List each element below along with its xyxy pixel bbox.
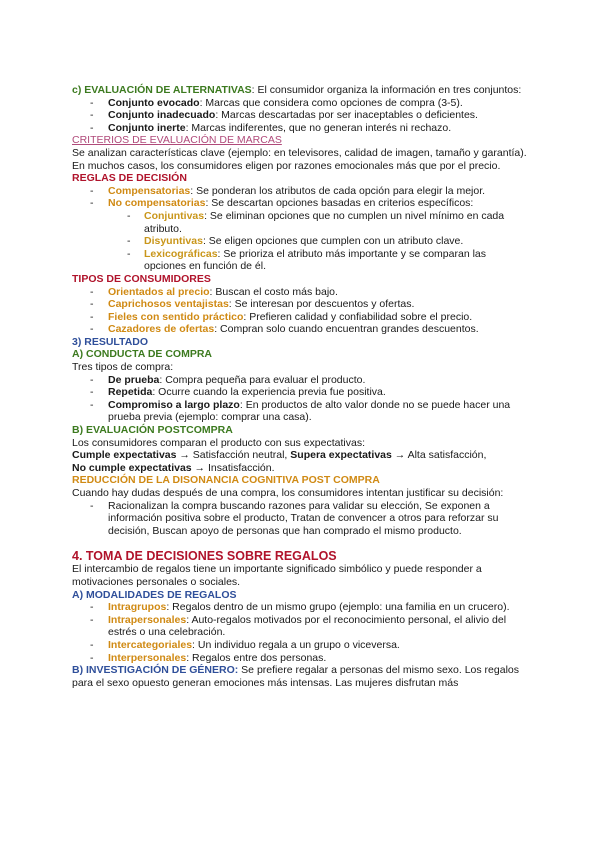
list-item: - Intrapersonales: Auto-regalos motivados por el reconocimiento personal, el alivio del estrés o una celebración.	[72, 614, 528, 639]
regalos-title: 4. TOMA DE DECISIONES SOBRE REGALOS	[72, 549, 337, 564]
conducta-intro: Tres tipos de compra:	[72, 361, 174, 374]
sub-list-item: - Conjuntivas: Se eliminan opciones que no cumplen un nivel mínimo en cada atributo.	[72, 210, 528, 235]
list-item: - Compromiso a largo plazo: En productos de alto valor donde no se puede hacer una prueba previa (ejemplo: comprar una casa).	[72, 399, 528, 424]
conducta-title: A) CONDUCTA DE COMPRA	[72, 348, 212, 361]
list-item: - Caprichosos ventajistas: Se interesan por descuentos y ofertas.	[72, 298, 528, 311]
conjuntos-list	[72, 97, 528, 135]
list-item: - Cazadores de ofertas: Compran solo cuando encuentran grandes descuentos.	[72, 323, 528, 336]
reglas-list	[72, 185, 528, 273]
resultado-title: 3) RESULTADO	[72, 335, 149, 348]
list-item: - Repetida: Ocurre cuando la experiencia previa fue positiva.	[72, 386, 528, 399]
disonancia-title: REDUCCIÓN DE LA DISONANCIA COGNITIVA POST COMPRA	[72, 474, 380, 487]
tipos-title: TIPOS DE CONSUMIDORES	[72, 272, 211, 285]
list-item: - Fieles con sentido práctico: Prefieren calidad y confiabilidad sobre el precio.	[72, 311, 528, 324]
tipos-list	[72, 286, 528, 336]
disonancia-intro: Cuando hay dudas después de una compra, los consumidores intentan justificar su decisión:	[72, 487, 504, 499]
list-item: - Racionalizan la compra buscando razones para validar su elección, Se exponen a información positiva sobre el producto, Tratan de convencer a otros para reforzar su decisión, Buscan apoyo de personas que han comprado el mismo producto.	[72, 500, 528, 538]
genero-paragraph: B) INVESTIGACIÓN DE GÉNERO: Se prefiere regalar a personas del mismo sexo. Los regalos para el sexo opuesto generan emociones más intensas. Las mujeres disfrutan más	[72, 664, 519, 689]
list-item: - Orientados al precio: Buscan el costo más bajo.	[72, 286, 528, 299]
sub-list-item: - Disyuntivas: Se eligen opciones que cumplen con un atributo clave.	[72, 235, 528, 248]
criterios-title: CRITERIOS DE EVALUACIÓN DE MARCAS	[72, 134, 282, 147]
list-item: - No compensatorias: Se descartan opciones basadas en criterios específicos:	[72, 197, 528, 210]
list-item: - Compensatorias: Se ponderan los atributos de cada opción para elegir la mejor.	[72, 185, 528, 198]
modalidades-title: A) MODALIDADES DE REGALOS	[72, 588, 237, 601]
postcompra-intro: Los consumidores comparan el producto con sus expectativas:	[72, 436, 365, 449]
section-c-intro: c) EVALUACIÓN DE ALTERNATIVAS: El consumidor organiza la información en tres conjuntos:	[72, 84, 522, 96]
genero-title: B) INVESTIGACIÓN DE GÉNERO:	[72, 664, 239, 677]
regalos-intro: El intercambio de regalos tiene un importante significado simbólico y puede responder a motivaciones personales o sociales.	[72, 563, 482, 588]
list-item: - Conjunto inadecuado: Marcas descartadas por ser inaceptables o deficientes.	[72, 109, 528, 122]
document-page	[72, 84, 528, 689]
postcompra-line2: No cumple expectativas → Insatisfacción.	[72, 461, 275, 474]
section-c-title: c) EVALUACIÓN DE ALTERNATIVAS	[72, 84, 252, 96]
modalidades-list	[72, 601, 528, 664]
list-item: - De prueba: Compra pequeña para evaluar el producto.	[72, 374, 528, 387]
list-item: - Conjunto evocado: Marcas que considera como opciones de compra (3-5).	[72, 97, 528, 110]
disonancia-list	[72, 500, 528, 538]
postcompra-title: B) EVALUACIÓN POSTCOMPRA	[72, 424, 233, 437]
list-item: - Interpersonales: Regalos entre dos personas.	[72, 652, 528, 665]
criterios-text: Se analizan características clave (ejemplo: en televisores, calidad de imagen, tamaño y garantía). En muchos casos, los consumidores eligen por razones emocionales más que por el precio.	[72, 146, 527, 172]
sub-list-item: - Lexicográficas: Se prioriza el atributo más importante y se comparan las opciones en función de él.	[72, 248, 528, 273]
postcompra-line1: Cumple expectativas → Satisfacción neutral, Supera expectativas → Alta satisfacción,	[72, 449, 487, 462]
list-item: - Conjunto inerte: Marcas indiferentes, que no generan interés ni rechazo.	[72, 122, 528, 135]
reglas-title: REGLAS DE DECISIÓN	[72, 172, 187, 185]
list-item: - Intragrupos: Regalos dentro de un mismo grupo (ejemplo: una familia en un crucero).	[72, 601, 528, 614]
compra-list	[72, 374, 528, 424]
list-item: - Intercategoriales: Un individuo regala a un grupo o viceversa.	[72, 639, 528, 652]
